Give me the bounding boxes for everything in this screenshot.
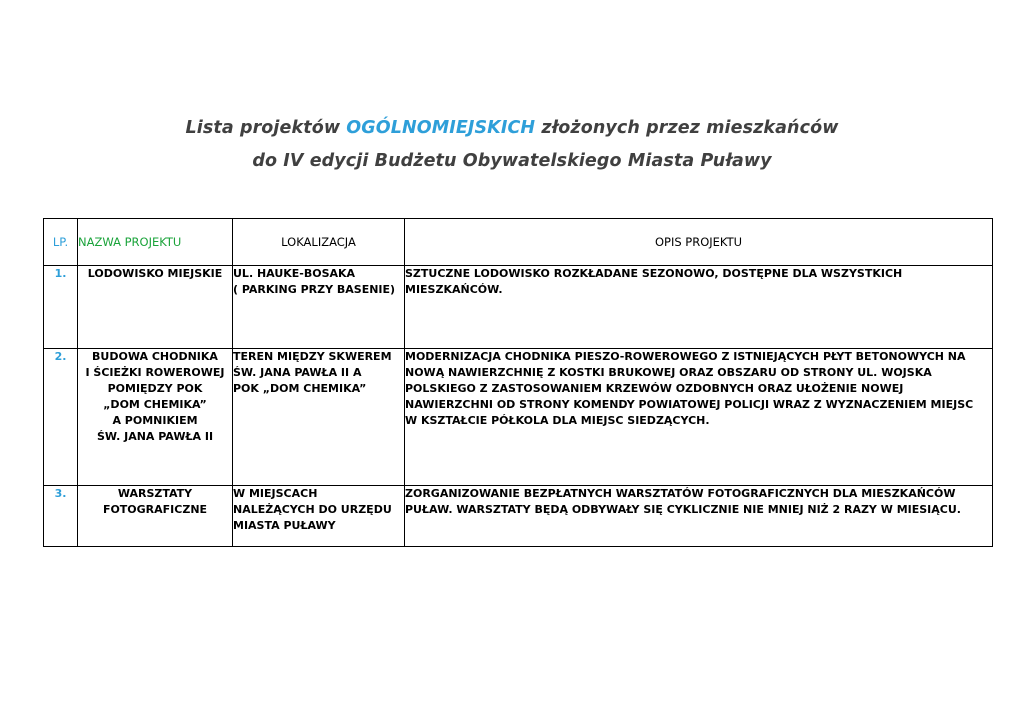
- row-number: 2.: [44, 349, 78, 486]
- location-cell-line: TEREN MIĘDZY SKWEREM: [233, 350, 392, 363]
- project-name-cell-line: LODOWISKO MIEJSKIE: [87, 267, 223, 280]
- header-project-name: NAZWA PROJEKTU: [78, 219, 233, 266]
- header-lp: LP.: [44, 219, 78, 266]
- location-cell-line: MIASTA PUŁAWY: [233, 519, 336, 532]
- location-cell: [233, 266, 405, 349]
- project-name-cell-line: FOTOGRAFICZNE: [102, 503, 208, 516]
- document-title-line1: [0, 118, 1024, 138]
- location-cell-line: ( PARKING PRZY BASENIE): [233, 283, 396, 296]
- description-cell-line: ZORGANIZOWANIE BEZPŁATNYCH WARSZTATÓW FOTOGRAFICZNYCH DLA MIESZKAŃCÓW: [405, 487, 956, 500]
- description-cell: [405, 486, 993, 547]
- header-description: OPIS PROJEKTU: [405, 219, 993, 266]
- location-cell-line: NALEŻĄCYCH DO URZĘDU: [233, 503, 392, 516]
- description-cell-line: MIESZKAŃCÓW.: [405, 283, 503, 296]
- location-cell-line: UL. HAUKE-BOSAKA: [233, 267, 356, 280]
- row-number: 3.: [44, 486, 78, 547]
- title-text-after: złożonych przez mieszkańców: [535, 118, 839, 138]
- description-cell-line: MODERNIZACJA CHODNIKA PIESZO-ROWEROWEGO Z ISTNIEJĄCYCH PŁYT BETONOWYCH NA: [405, 350, 966, 363]
- table-header-row: [44, 219, 993, 266]
- location-cell: [233, 486, 405, 547]
- table-row: [44, 266, 993, 349]
- description-cell: [405, 266, 993, 349]
- project-name-cell-line: WARSZTATY: [117, 487, 193, 500]
- projects-table: [43, 218, 993, 547]
- description-cell-line: POLSKIEGO Z ZASTOSOWANIEM KRZEWÓW OZDOBNYCH ORAZ UŁOŻENIE NOWEJ: [405, 382, 904, 395]
- description-cell-line: W KSZTAŁCIE PÓŁKOLA DLA MIEJSC SIEDZĄCYCH.: [405, 414, 710, 427]
- description-cell-line: PUŁAW. WARSZTATY BĘDĄ ODBYWAŁY SIĘ CYKLICZNIE NIE MNIEJ NIŻ 2 RAZY W MIESIĄCU.: [405, 503, 961, 516]
- project-name-cell-line: „DOM CHEMIKA”: [103, 398, 207, 411]
- project-name-cell: [78, 486, 233, 547]
- table-row: [44, 349, 993, 486]
- description-cell-line: NAWIERZCHNI OD STRONY KOMENDY POWIATOWEJ POLICJI WRAZ Z WYZNACZENIEM MIEJSC: [405, 398, 974, 411]
- project-name-cell: [78, 266, 233, 349]
- project-name-cell-line: POMIĘDZY POK: [107, 382, 203, 395]
- description-cell: [405, 349, 993, 486]
- title-highlight: OGÓLNOMIEJSKICH: [346, 118, 536, 138]
- description-cell-line: NOWĄ NAWIERZCHNIĘ Z KOSTKI BRUKOWEJ ORAZ OBSZARU OD STRONY UL. WOJSKA: [405, 366, 932, 379]
- location-cell-line: W MIEJSCACH: [233, 487, 318, 500]
- project-name-cell-line: BUDOWA CHODNIKA: [92, 350, 218, 363]
- table-row: [44, 486, 993, 547]
- description-cell-line: SZTUCZNE LODOWISKO ROZKŁADANE SEZONOWO, DOSTĘPNE DLA WSZYSTKICH: [405, 267, 903, 280]
- header-location: LOKALIZACJA: [233, 219, 405, 266]
- title-text-before: Lista projektów: [185, 118, 347, 138]
- project-name-cell: [78, 349, 233, 486]
- location-cell: [233, 349, 405, 486]
- location-cell-line: ŚW. JANA PAWŁA II A: [233, 366, 362, 379]
- project-name-cell-line: ŚW. JANA PAWŁA II: [96, 430, 214, 443]
- location-cell-line: POK „DOM CHEMIKA”: [233, 382, 367, 395]
- row-number: 1.: [44, 266, 78, 349]
- document-title-line2: do IV edycji Budżetu Obywatelskiego Miasta Puławy: [252, 151, 772, 171]
- project-name-cell-line: I ŚCIEŻKI ROWEROWEJ: [85, 366, 225, 379]
- project-name-cell-line: A POMNIKIEM: [112, 414, 198, 427]
